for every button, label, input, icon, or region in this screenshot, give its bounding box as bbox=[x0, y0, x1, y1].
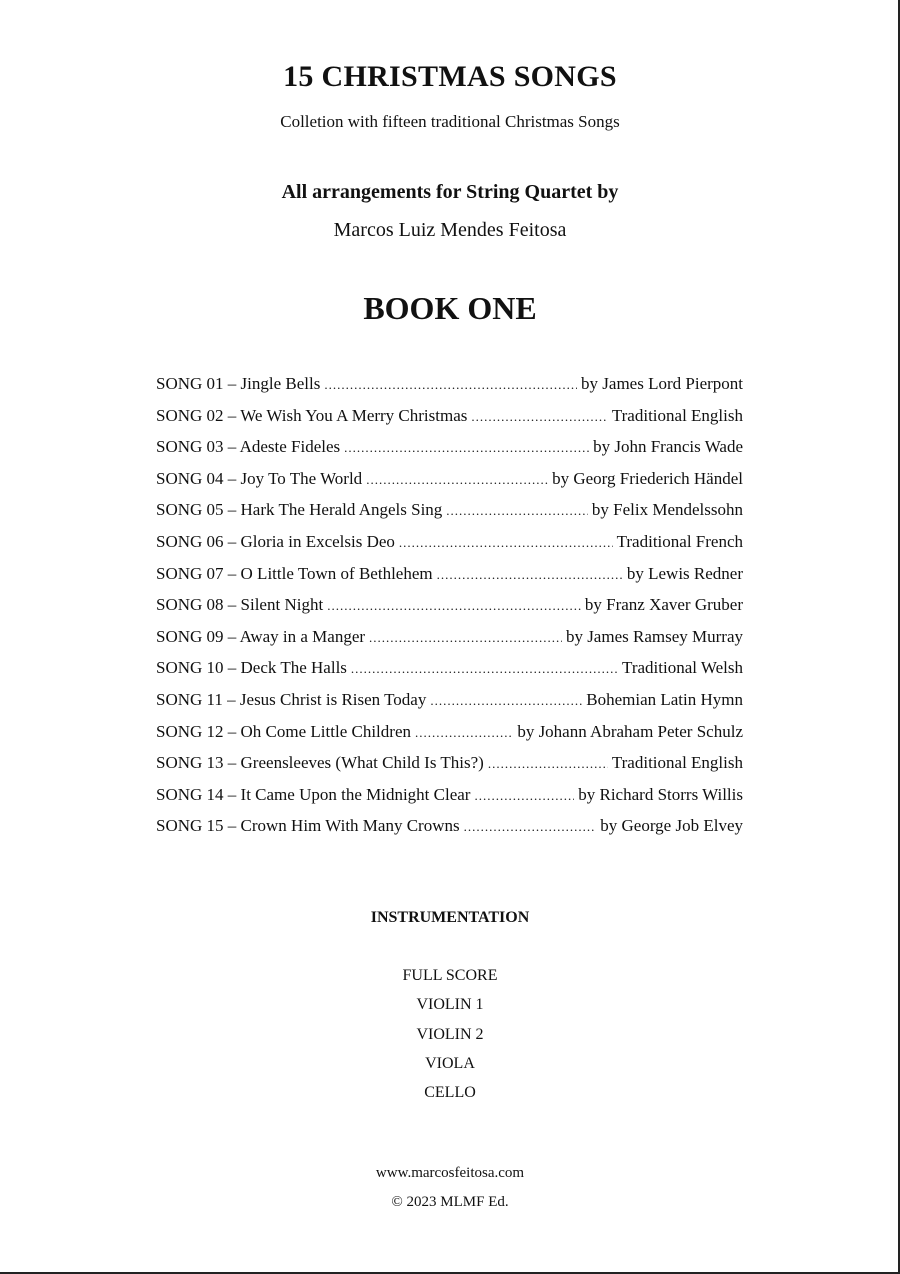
song-composer: by Johann Abraham Peter Schulz bbox=[517, 721, 743, 741]
instrument-item: CELLO bbox=[424, 1084, 476, 1102]
dot-leader bbox=[446, 503, 588, 519]
song-composer: Traditional English bbox=[611, 753, 743, 773]
song-composer: by Lewis Redner bbox=[626, 563, 743, 583]
song-row bbox=[156, 658, 743, 690]
instrument-item: VIOLA bbox=[425, 1054, 475, 1072]
dot-leader bbox=[351, 661, 618, 677]
song-title: SONG 07 – O Little Town of Bethlehem bbox=[156, 563, 433, 583]
song-composer: Traditional English bbox=[611, 405, 743, 425]
dot-leader bbox=[471, 409, 607, 425]
song-composer: by Franz Xaver Gruber bbox=[584, 595, 743, 615]
song-row bbox=[156, 406, 743, 438]
song-title: SONG 12 – Oh Come Little Children bbox=[156, 721, 411, 741]
dot-leader bbox=[366, 472, 548, 488]
song-title: SONG 02 – We Wish You A Merry Christmas bbox=[156, 405, 468, 425]
page-subtitle: Colletion with fifteen traditional Christmas Songs bbox=[280, 112, 620, 131]
song-row bbox=[156, 722, 743, 754]
song-title: SONG 14 – It Came Upon the Midnight Clear bbox=[156, 784, 471, 804]
song-composer: by Felix Mendelssohn bbox=[591, 500, 743, 520]
song-row bbox=[156, 753, 743, 785]
song-row bbox=[156, 437, 743, 469]
dot-leader bbox=[464, 819, 597, 835]
song-title: SONG 13 – Greensleeves (What Child Is This?) bbox=[156, 753, 484, 773]
instrument-item: VIOLIN 1 bbox=[416, 996, 484, 1014]
song-title: SONG 10 – Deck The Halls bbox=[156, 658, 347, 678]
instrument-item: VIOLIN 2 bbox=[416, 1025, 484, 1043]
song-row bbox=[156, 595, 743, 627]
song-composer: Traditional Welsh bbox=[622, 658, 743, 678]
song-composer: by John Francis Wade bbox=[593, 437, 743, 457]
song-composer: Bohemian Latin Hymn bbox=[586, 689, 743, 709]
dot-leader bbox=[327, 598, 581, 614]
song-list bbox=[156, 374, 743, 848]
dot-leader bbox=[369, 630, 562, 646]
song-composer: by Richard Storrs Willis bbox=[578, 784, 743, 804]
song-row bbox=[156, 690, 743, 722]
song-title: SONG 03 – Adeste Fideles bbox=[156, 437, 341, 457]
song-composer: by George Job Elvey bbox=[600, 816, 743, 836]
song-title: SONG 05 – Hark The Herald Angels Sing bbox=[156, 500, 443, 520]
song-title: SONG 06 – Gloria in Excelsis Deo bbox=[156, 531, 395, 551]
dot-leader bbox=[399, 535, 613, 551]
song-title: SONG 09 – Away in a Manger bbox=[156, 626, 366, 646]
song-row bbox=[156, 627, 743, 659]
instrumentation-list bbox=[0, 967, 900, 1113]
copyright-notice: © 2023 MLMF Ed. bbox=[391, 1194, 509, 1210]
song-composer: Traditional French bbox=[616, 531, 743, 551]
dot-leader bbox=[415, 725, 513, 741]
song-composer: by Georg Friederich Händel bbox=[552, 468, 743, 488]
song-row bbox=[156, 785, 743, 817]
dot-leader bbox=[344, 440, 589, 456]
page-title: 15 CHRISTMAS SONGS bbox=[283, 60, 617, 93]
song-row bbox=[156, 532, 743, 564]
song-title: SONG 01 – Jingle Bells bbox=[156, 374, 321, 393]
song-row bbox=[156, 469, 743, 501]
dot-leader bbox=[324, 377, 577, 393]
dot-leader bbox=[474, 788, 574, 804]
dot-leader bbox=[488, 756, 608, 772]
instrumentation-heading: INSTRUMENTATION bbox=[370, 909, 530, 926]
song-row bbox=[156, 500, 743, 532]
dot-leader bbox=[430, 693, 582, 709]
song-title: SONG 11 – Jesus Christ is Risen Today bbox=[156, 689, 427, 709]
song-title: SONG 04 – Joy To The World bbox=[156, 468, 363, 488]
song-title: SONG 08 – Silent Night bbox=[156, 595, 324, 615]
song-title: SONG 15 – Crown Him With Many Crowns bbox=[156, 816, 460, 836]
arranger-name: Marcos Luiz Mendes Feitosa bbox=[333, 219, 567, 241]
song-row bbox=[156, 564, 743, 596]
song-composer: by James Ramsey Murray bbox=[565, 626, 743, 646]
dot-leader bbox=[437, 567, 623, 583]
song-composer: by James Lord Pierpont bbox=[581, 374, 743, 393]
book-heading: BOOK ONE bbox=[363, 290, 537, 326]
song-row bbox=[156, 816, 743, 848]
instrument-item: FULL SCORE bbox=[402, 967, 498, 984]
song-row bbox=[156, 374, 743, 406]
arrangements-heading: All arrangements for String Quartet by bbox=[281, 181, 619, 203]
website-link: www.marcosfeitosa.com bbox=[375, 1165, 525, 1181]
